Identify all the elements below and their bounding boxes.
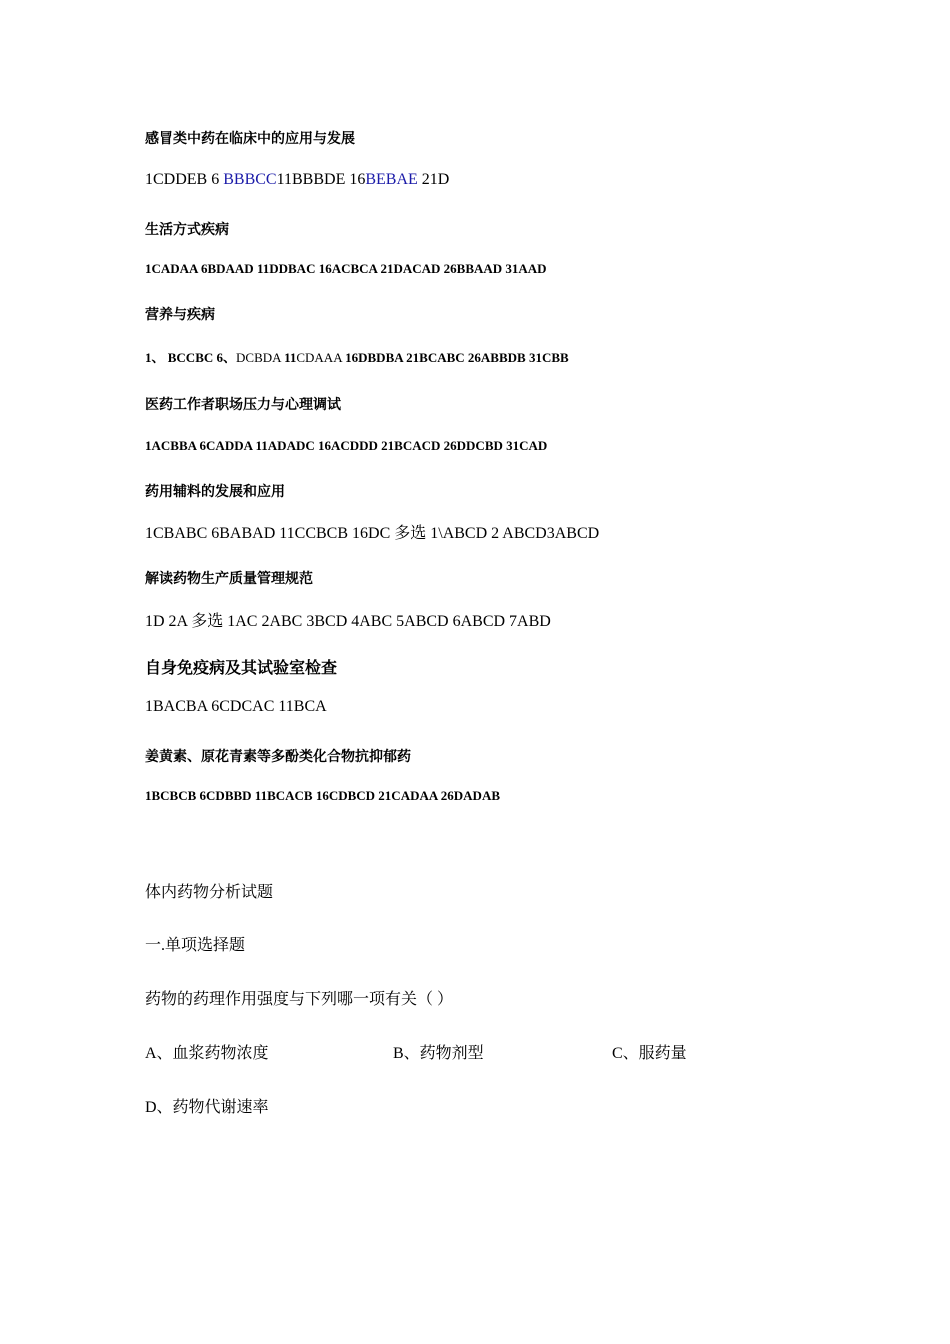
option-b: B、药物剂型 [393, 1045, 484, 1062]
option-a: A、血浆药物浓度 [145, 1045, 269, 1062]
answer-part: CDAAA [296, 350, 346, 365]
section-title-nutrition: 营养与疾病 [145, 308, 215, 323]
section-answer-lifestyle: 1CADAA 6BDAAD 11DDBAC 16ACBCA 21DACAD 26BBAAD 31AAD [145, 261, 547, 276]
answer-part-highlight: BBBCC [223, 171, 277, 188]
section-answer-excipients: 1CBABC 6BABAD 11CCBCB 16DC 多选 1\ABCD 2 ABCD3ABCD [145, 525, 600, 542]
answer-part: 16DBDBA 21BCABC 26ABBDB 31CBB [345, 350, 569, 365]
answer-part: 11 [284, 350, 297, 365]
section-title-gmp: 解读药物生产质量管理规范 [145, 572, 313, 587]
exam-question: 药物的药理作用强度与下列哪一项有关（ ） [145, 991, 454, 1008]
section-answer-autoimmune: 1BACBA 6CDCAC 11BCA [145, 698, 327, 715]
answer-part: 1CDDEB 6 [145, 171, 224, 188]
section-answer-gmp: 1D 2A 多选 1AC 2ABC 3BCD 4ABC 5ABCD 6ABCD 7ABD [145, 613, 551, 630]
answer-part-highlight: BEBAE [365, 171, 418, 188]
section-answer-polyphenol: 1BCBCB 6CDBBD 11BCACB 16CDBCD 21CADAA 26DADAB [145, 788, 501, 803]
answer-part: 11BBBDE 16 [276, 171, 366, 188]
section-title-lifestyle: 生活方式疾病 [145, 223, 229, 238]
section-title-polyphenol: 姜黄素、原花青素等多酚类化合物抗抑郁药 [145, 750, 411, 765]
section-title-excipients: 药用辅料的发展和应用 [145, 485, 285, 500]
section-answer-work-stress: 1ACBBA 6CADDA 11ADADC 16ACDDD 21BCACD 26DDCBD 31CAD [145, 438, 548, 453]
exam-title: 体内药物分析试题 [145, 884, 274, 901]
option-c: C、服药量 [612, 1045, 687, 1062]
exam-part-heading: 一.单项选择题 [145, 937, 246, 954]
answer-part: 21D [417, 171, 450, 188]
section-answer-cold-medicine [145, 171, 449, 189]
option-d: D、药物代谢速率 [145, 1099, 269, 1116]
section-title-cold-medicine: 感冒类中药在临床中的应用与发展 [145, 132, 355, 147]
answer-part: 1、 BCCBC 6、 [145, 350, 237, 365]
section-answer-nutrition [145, 347, 569, 366]
answer-part: DCBDA [236, 350, 285, 365]
section-title-autoimmune: 自身免疫病及其试验室检查 [145, 660, 338, 677]
section-title-work-stress: 医药工作者职场压力与心理调试 [145, 398, 341, 413]
